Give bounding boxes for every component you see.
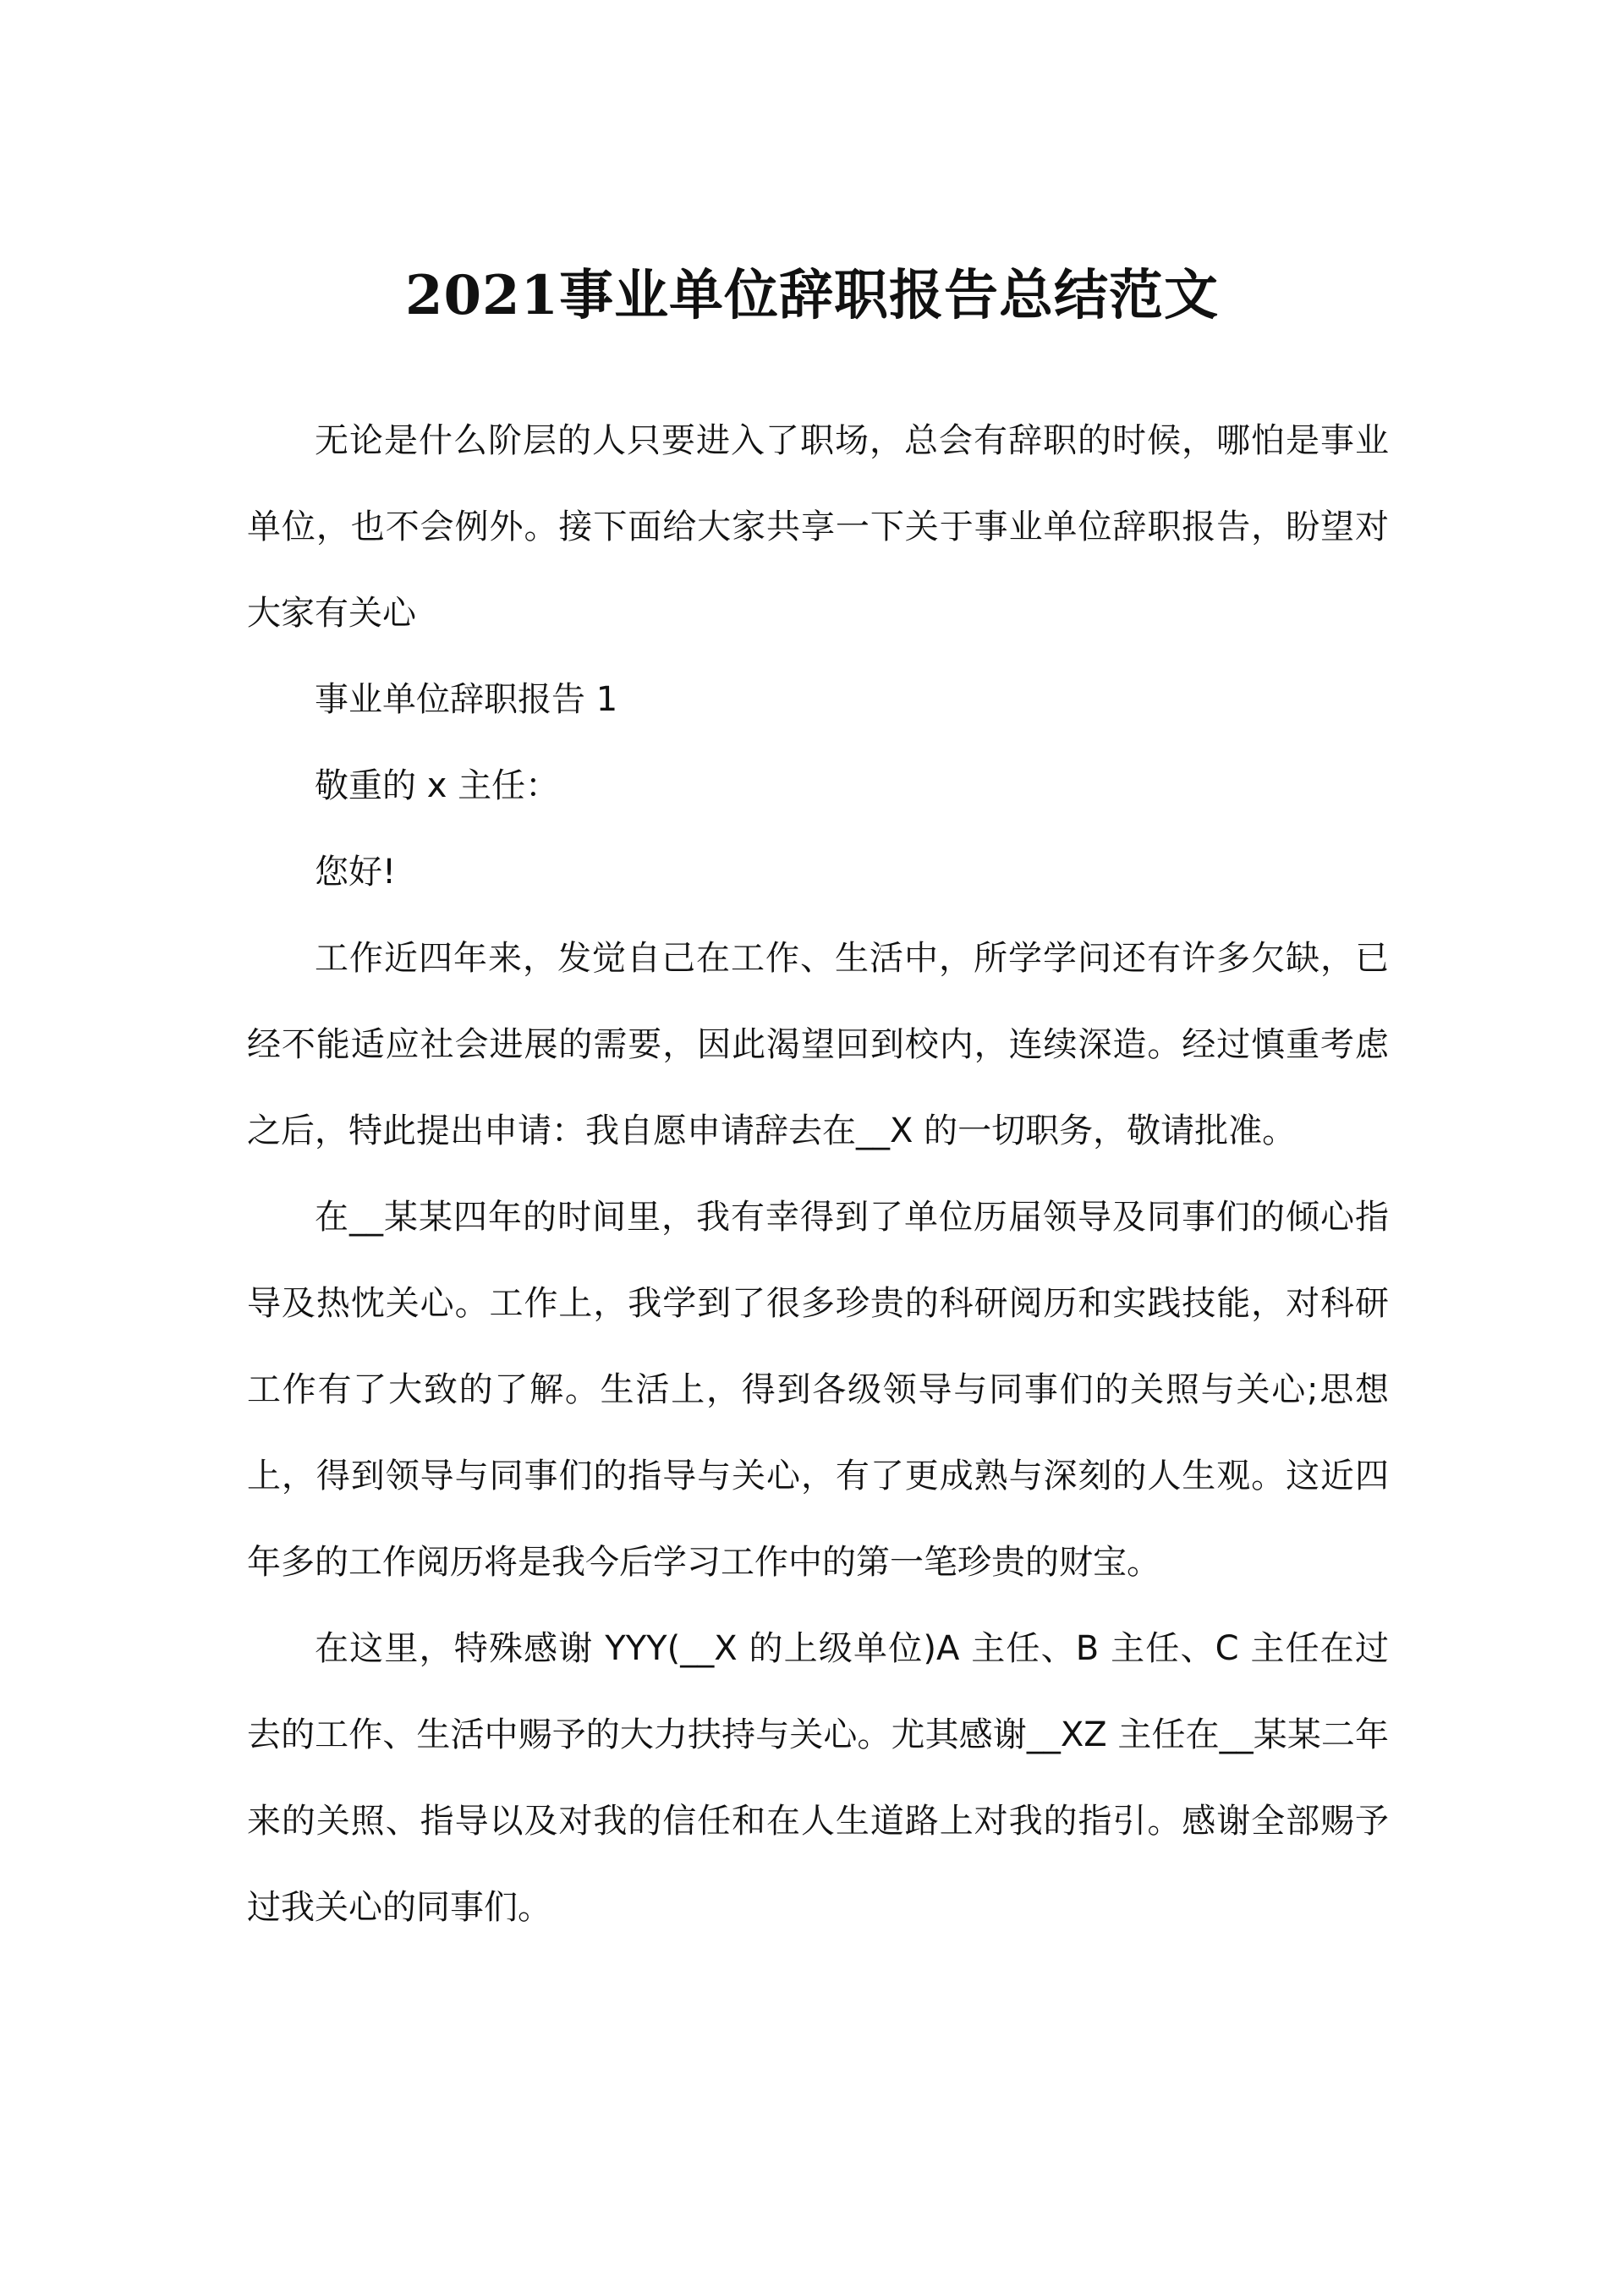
intro-paragraph: 无论是什么阶层的人只要进入了职场，总会有辞职的时候，哪怕是事业单位，也不会例外。接下面给大家共享一下关于事业单位辞职报告，盼望对大家有关心 — [247, 421, 1389, 633]
greeting: 您好! — [315, 853, 397, 892]
salutation: 敬重的 x 主任： — [315, 766, 560, 805]
document-title: 2021事业单位辞职报告总结范文 — [404, 264, 1220, 327]
report-heading: 事业单位辞职报告 1 — [315, 680, 618, 719]
document-body — [247, 398, 1389, 1951]
body-paragraph: 在__某某四年的时间里，我有幸得到了单位历届领导及同事们的倾心指导及热忱关心。工作上，我学到了很多珍贵的科研阅历和实践技能，对科研工作有了大致的了解。生活上，得到各级领导与同事们的关照与关心;思想上，得到领导与同事们的指导与关心，有了更成熟与深刻的人生观。这近四年多的工作阅历将是我今后学习工作中的第一笔珍贵的财宝。 — [247, 1198, 1389, 1582]
body-paragraph: 在这里，特殊感谢 YYY(__X 的上级单位)A 主任、B 主任、C 主任在过去的工作、生活中赐予的大力扶持与关心。尤其感谢__XZ 主任在__某某二年来的关照、指导以及对我的信任和在人生道路上对我的指引。感谢全部赐予过我关心的同事们。 — [247, 1629, 1389, 1927]
body-paragraph: 工作近四年来，发觉自己在工作、生活中，所学学问还有许多欠缺，已经不能适应社会进展的需要，因此渴望回到校内，连续深造。经过慎重考虑之后，特此提出申请：我自愿申请辞去在__X 的一切职务，敬请批准。 — [247, 939, 1389, 1150]
